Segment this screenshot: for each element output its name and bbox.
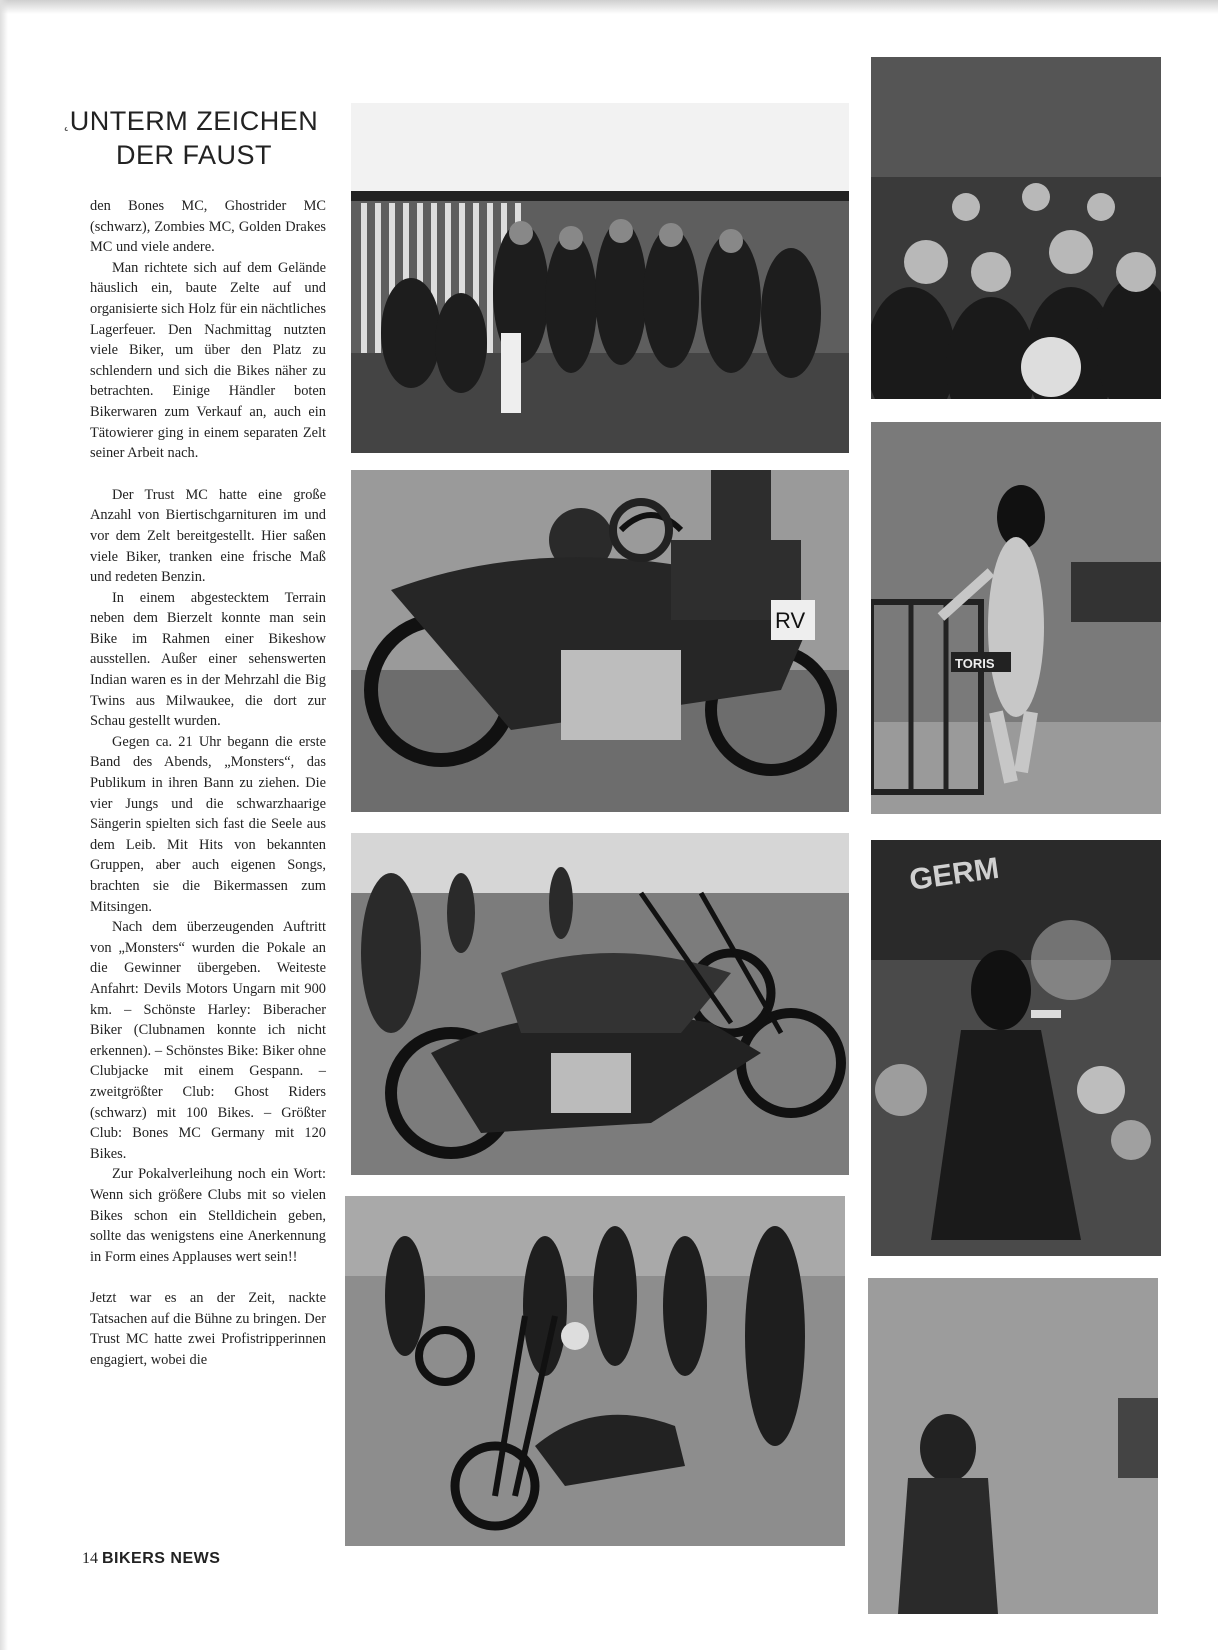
headline-line-1: UNTERM ZEICHEN	[69, 106, 319, 136]
photo-crowd-night	[871, 57, 1161, 399]
stage-sign-text: TORIS	[955, 656, 995, 671]
headline-mark: ˛	[64, 111, 71, 131]
article-paragraph: den Bones MC, Ghostrider MC (schwarz), Zombies MC, Golden Drakes MC und viele andere.	[90, 198, 326, 256]
article-paragraph: Der Trust MC hatte eine große Anzahl von Biertischgarnituren im und vor dem Zelt bereitgestellt. Hier saßen viele Biker, tranken eine frische Maß und redeten Benzin.	[90, 486, 326, 586]
photo-indian-motorcycle	[351, 470, 849, 812]
photo-bikers-field	[345, 1196, 845, 1546]
article-headline	[60, 104, 328, 172]
photo-bikers-at-tent	[351, 103, 849, 453]
article-paragraph: Jetzt war es an der Zeit, nackte Tatsachen auf die Bühne zu bringen. Der Trust MC hatte zwei Profistripperinnen engagiert, wobei die	[90, 1290, 326, 1369]
scan-top-shadow	[0, 0, 1218, 14]
article-paragraph: Zur Pokalverleihung noch ein Wort: Wenn sich größere Clubs mit so vielen Bikes schon ein Stelldichein geben, sollte das wenigstens eine Anerkennung in Form eines Applauses wert sein!!	[90, 1166, 326, 1265]
photo-band-singer	[871, 840, 1161, 1256]
photo-chopper-row	[351, 833, 849, 1175]
photo-dark-stage	[868, 1278, 1158, 1614]
page-footer	[82, 1550, 220, 1568]
photo-stripper-stage	[871, 422, 1161, 814]
plate-text: RV	[775, 608, 806, 633]
scan-left-edge	[0, 0, 8, 1650]
article-body-column	[90, 196, 326, 1371]
magazine-name: BIKERS NEWS	[102, 1550, 221, 1567]
article-paragraph: Gegen ca. 21 Uhr begann die erste Band des Abends, „Monsters“, das Publikum in ihren Bann zu ziehen. Die vier Jungs und die schwarzhaarige Sängerin spielten sich fast die Seele aus dem Leib. Mit Hits von bekannten Gruppen, aber auch eigenen Songs, brachten sie die Bikermassen zum Mitsingen.	[90, 733, 326, 915]
article-paragraph: Man richtete sich auf dem Gelände häuslich ein, baute Zelte auf und organisierte sich Holz für ein nächtliches Lagerfeuer. Den Nachmittag nutzten viele Biker, um über den Platz zu schlendern und sich die Bikes näher zu betrachten. Einige Händler boten Bikerwaren zum Verkauf an, auch ein Tätowierer ging in einem separaten Zelt seiner Arbeit nach.	[90, 259, 326, 462]
stage-banner-text: GERM	[907, 851, 1002, 897]
headline-line-2: DER FAUST	[115, 140, 273, 170]
page-number: 14	[82, 1550, 98, 1567]
article-paragraph: In einem abgestecktem Terrain neben dem Bierzelt konnte man sein Bike im Rahmen einer Bikeshow ausstellen. Außer einer sehenswerten Indian waren es in der Mehrzahl die Big Twins aus Milwaukee, die dort zur Schau gestellt wurden.	[90, 589, 326, 730]
article-paragraph: Nach dem überzeugenden Auftritt von „Monsters“ wurden die Pokale an die Gewinner übergeben. Weiteste Anfahrt: Devils Motors Ungarn mit 900 km. – Schönste Harley: Biberacher Biker (Clubnamen konnte ich nicht erkennen). – Schönstes Bike: Biker ohne Clubjacke mit einem Gespann. – zweitgrößter Club: Ghost Riders (schwarz) mit 100 Bikes. – Größter Club: Bones MC Germany mit 120 Bikes.	[90, 919, 326, 1162]
